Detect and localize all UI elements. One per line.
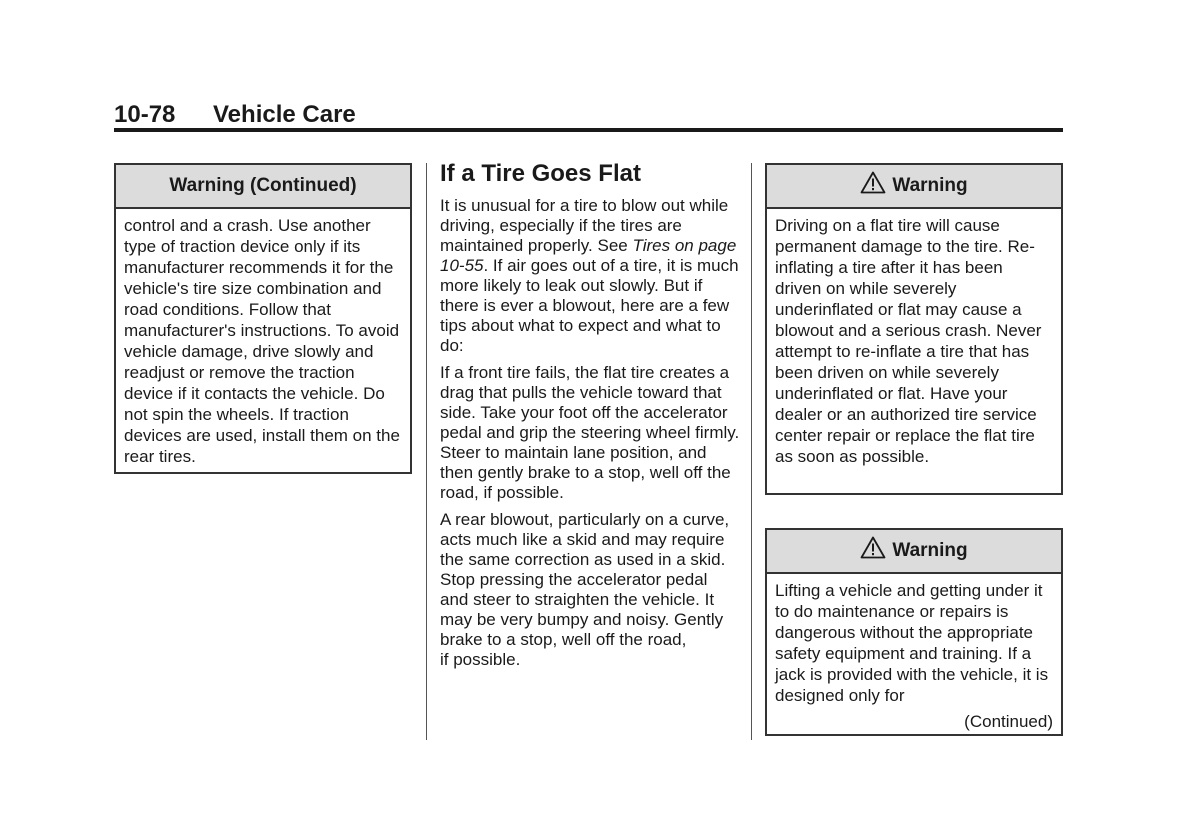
section-heading: If a Tire Goes Flat — [440, 160, 641, 187]
warning-triangle-icon — [860, 171, 886, 194]
warning-box-flat-tire — [765, 163, 1063, 495]
section-title: Vehicle Care — [213, 101, 356, 128]
warning-box-continued — [114, 163, 412, 474]
column-divider-left — [426, 163, 427, 740]
warning-box-lifting-vehicle — [765, 528, 1063, 736]
main-column — [440, 158, 740, 677]
paragraph-front-tire: If a front tire fails, the flat tire creates a drag that pulls the vehicle toward that side. Take your foot off the accelerator pedal and grip the steering wheel firmly. Steer to maintain lane position, and then gently brake to a stop, well off the road, if possible. — [440, 363, 740, 502]
warning-box-text: Driving on a flat tire will cause permanent damage to the tire. Re-inflating a tire after it has been driven on while severely underinflated or flat may cause a blowout and a serious crash. Never attempt to re-inflate a tire that has been driven on while severely underinflated or flat. Have your dealer or an authorized tire service center repair or replace the flat tire as soon as possible. — [775, 216, 1042, 466]
paragraph-rear-blowout: A rear blowout, particularly on a curve, acts much like a skid and may require the same correction as used in a skid. Stop pressing the accelerator pedal and steer to straighten the vehicle. It may be very bumpy and noisy. Gently brake to a stop, well off the road, if possible. — [440, 510, 730, 669]
tires-page-reference[interactable]: Tires on page 10-55 — [440, 236, 737, 275]
warning-box-title: Warning (Continued) — [116, 165, 410, 209]
warning-box-text: Lifting a vehicle and getting under it to do maintenance or repairs is dangerous without the appropriate safety equipment and training. If a jack is provided with the vehicle, it is designed only for — [775, 581, 1049, 705]
paragraph-intro-text: It is unusual for a tire to blow out while driving, especially if the tires are maintained properly. See — [440, 196, 729, 255]
header-rule — [114, 128, 1063, 132]
warning-box-title: Warning — [892, 175, 968, 196]
page-number: 10-78 — [114, 101, 176, 128]
column-divider-right — [751, 163, 752, 740]
paragraph-intro — [440, 196, 740, 356]
warning-box-title: Warning — [892, 540, 968, 561]
paragraph-intro-text-end: . If air goes out of a tire, it is much more likely to leak out slowly. But if there is ever a blowout, here are a few tips about what to expect and what to do: — [440, 256, 739, 355]
warning-box-text: control and a crash. Use another type of traction device only if its manufacturer recommends it for the vehicle's tire size combination and road conditions. Follow that manufacturer's instructions. To avoid vehicle damage, drive slowly and readjust or remove the traction device if it contacts the vehicle. Do not spin the wheels. If traction devices are used, install them on the rear tires. — [124, 216, 400, 466]
warning-triangle-icon — [860, 536, 886, 559]
continued-label: (Continued) — [964, 712, 1053, 731]
page-header — [114, 100, 1062, 130]
